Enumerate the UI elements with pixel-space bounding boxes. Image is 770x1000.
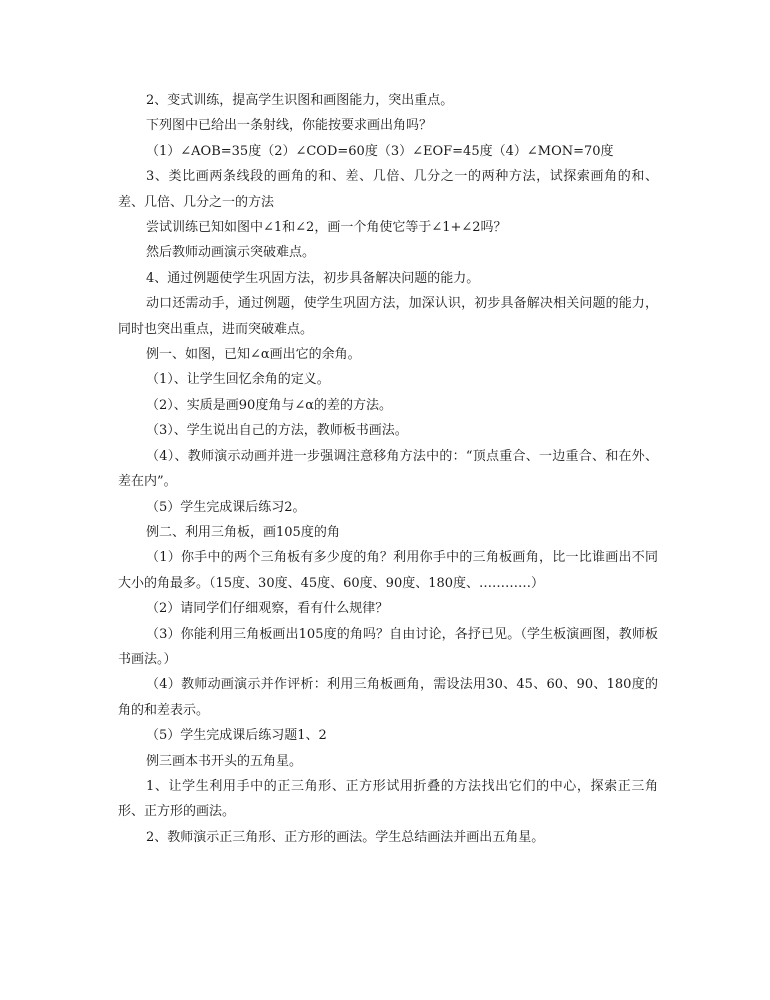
paragraph-example-two-step1: （1）你手中的两个三角板有多少度的角？利用你手中的三角板画角，比一比谁画出不同大小的角最多。（15度、30度、45度、60度、90度、180度、…………） — [118, 550, 658, 591]
paragraph-teacher-animation: 然后教师动画演示突破难点。 — [146, 245, 316, 261]
paragraph-example-three-step1: 1、让学生利用手中的正三角形、正方形试用折叠的方法找出它们的中心，探索正三角形、正方形的画法。 — [118, 778, 658, 820]
paragraph-example-one-step1: （1）、让学生回忆余角的定义。 — [146, 372, 330, 388]
paragraph-ray-question: 下列图中已给出一条射线，你能按要求画出角吗？ — [146, 118, 433, 134]
document-page — [118, 88, 658, 850]
paragraph-example-one-step2: （2）、实质是画90度角与∠α的差的方法。 — [146, 397, 392, 413]
paragraph-angle-list: （1）∠AOB=35度（2）∠COD=60度（3）∠EOF=45度（4）∠MON=70度 — [146, 143, 614, 159]
paragraph-example-two-step2: （2）请同学们仔细观察，看有什么规律？ — [146, 601, 389, 617]
paragraph-example-one: 例一、如图，已知∠α画出它的余角。 — [146, 347, 361, 363]
paragraph-analogy-method: 3、类比画两条线段的画角的和、差、几倍、几分之一的两种方法，试探索画角的和、差、几倍、几分之一的方法 — [118, 169, 658, 210]
paragraph-example-two-step3: （3）你能利用三角板画出105度的角吗？自由讨论，各抒已见。（学生板演画图，教师板书画法。） — [118, 626, 658, 667]
paragraph-example-two-step5: （5）学生完成课后练习题1、2 — [146, 728, 327, 744]
paragraph-hands-on: 动口还需动手，通过例题，使学生巩固方法，加深认识，初步具备解决相关问题的能力，同时也突出重点，进而突破难点。 — [118, 296, 658, 337]
paragraph-example-one-step5: （5）学生完成课后练习2。 — [146, 499, 306, 515]
paragraph-example-two: 例二、利用三角板，画105度的角 — [146, 524, 340, 540]
paragraph-example-one-step4: （4）、教师演示动画并进一步强调注意移角方法中的：“顶点重合、一边重合、和在外、差在内”。 — [118, 448, 658, 490]
paragraph-examples-heading: 4、通过例题使学生巩固方法，初步具备解决问题的能力。 — [146, 270, 480, 286]
paragraph-example-two-step4: （4）教师动画演示并作评析：利用三角板画角，需设法用30、45、60、90、180度的角的和差表示。 — [118, 677, 658, 718]
paragraph-try-training: 尝试训练已知如图中∠1和∠2，画一个角使它等于∠1+∠2吗？ — [146, 220, 507, 236]
paragraph-example-one-step3: （3）、学生说出自己的方法，教师板书画法。 — [146, 423, 408, 439]
paragraph-training-heading: 2、变式训练，提高学生识图和画图能力，突出重点。 — [146, 93, 454, 108]
paragraph-example-three-step2: 2、教师演示正三角形、正方形的画法。学生总结画法并画出五角星。 — [146, 829, 545, 845]
paragraph-example-three: 例三画本书开头的五角星。 — [146, 753, 303, 769]
